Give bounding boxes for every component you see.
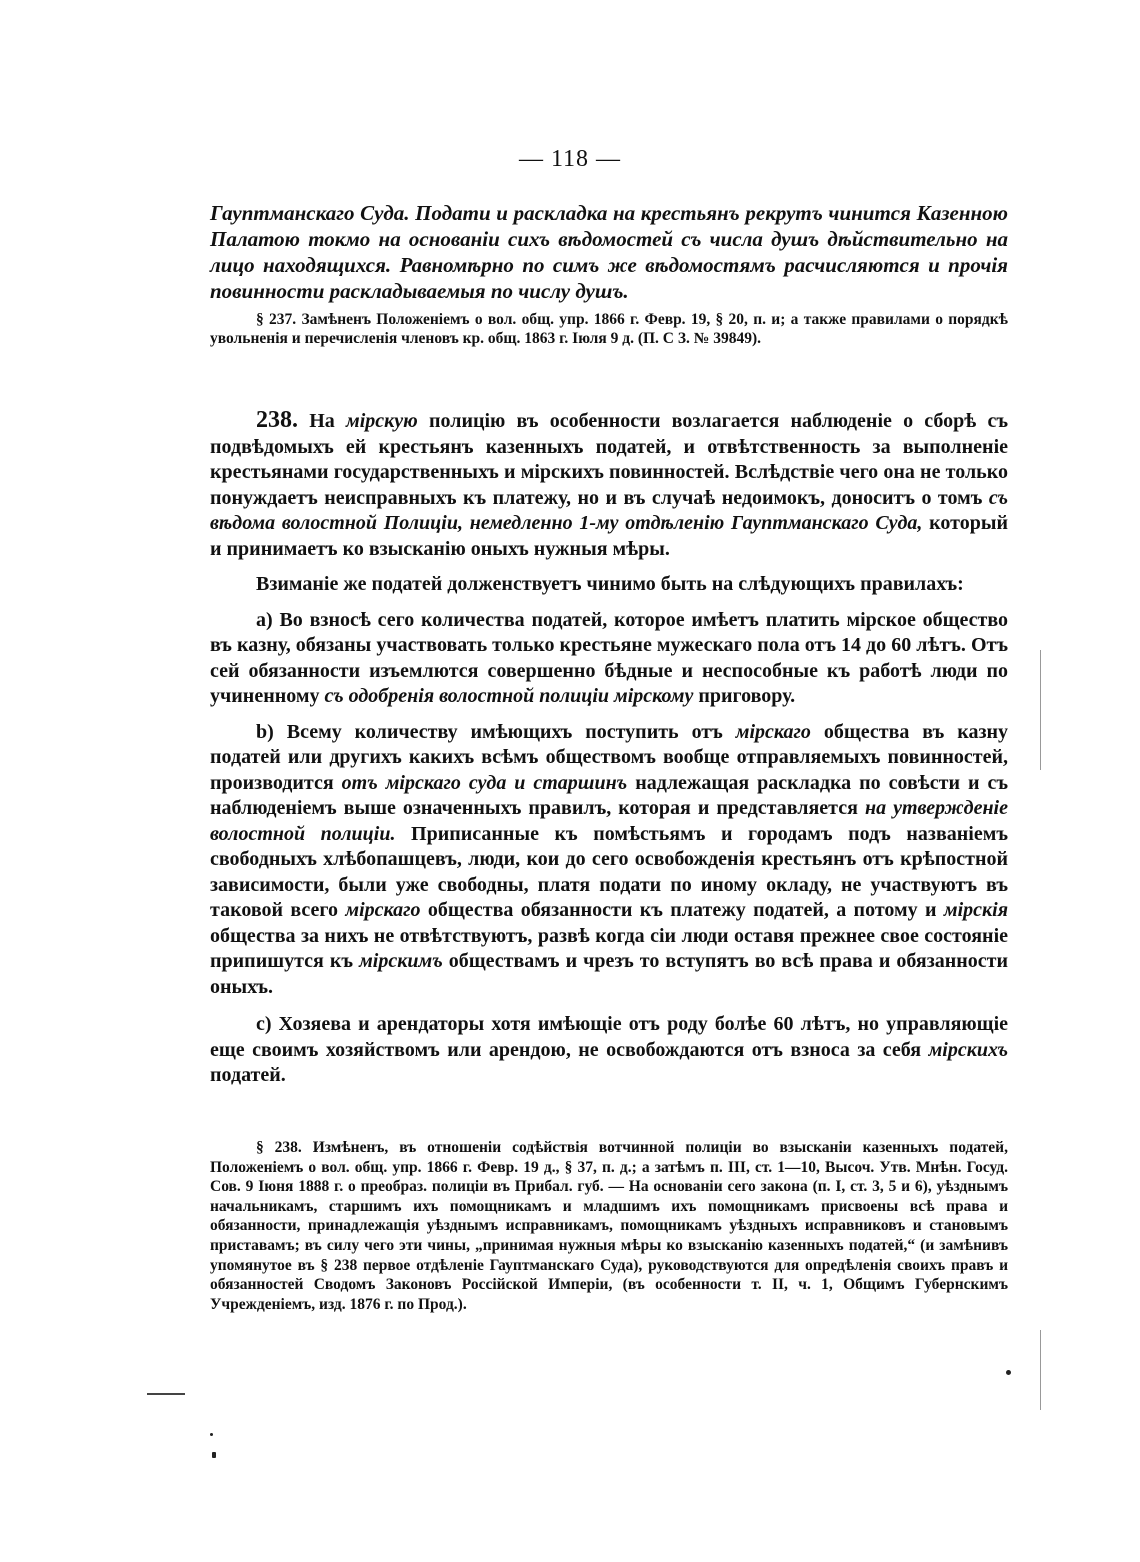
text-run: общества за нихъ не отвѣтствуютъ, развѣ когда сіи люди оставя прежнее свое состояніе припишутся къ bbox=[210, 924, 1008, 972]
italic-run: мірскимъ bbox=[359, 950, 443, 972]
italic-run: отъ мірскаго суда и старшинъ bbox=[341, 771, 628, 794]
text-run: приговору. bbox=[698, 685, 796, 707]
article-238-paragraph-1 bbox=[210, 408, 1008, 562]
article-238 bbox=[210, 408, 1008, 1089]
text-run: c) Хозяева и арендаторы хотя имѣющіе отъ роду болѣе 60 лѣтъ, но управляющіе еще своимъ хозяйствомъ или арендою, не освобождаются отъ взноса за себя bbox=[210, 1013, 1008, 1061]
article-number: 238. bbox=[256, 407, 298, 433]
note-238-text: § 238. Измѣненъ, въ отношеніи содѣйствія вотчинной полиціи во взысканіи казенныхъ податей, Положеніемъ о вол. общ. упр. 1866 г. Февр. 19 д., § 37, п. д.; а затѣмъ п. III, ст. 1—10, Высоч. Утв. Мнѣн. Госуд. Сов. 9 Іюня 1888 г. о преобраз. полиціи въ Прибал. губ. — На основаніи сего закона (п. I, ст. 3, 5 и 6), уѣзднымъ начальникамъ, старшимъ ихъ помощникамъ и младшимъ ихъ помощникамъ присвоены всѣ права и обязанности, принадлежащія уѣзднымъ исправникамъ, помощникамъ уѣздныхъ исправниковъ и становымъ приставамъ; въ силу чего эти чины, „принимая нужныя мѣры ко взысканію казенныхъ податей,“ (и замѣнивъ упомянутое въ § 238 первое отдѣленіе Гауптманскаго Суда), руководствуются для опредѣленія своихъ правъ и обязанностей Сводомъ Законовъ Россійской Имперіи, (въ особенности т. II, ч. 1, Общимъ Губернскимъ Учрежденіемъ, изд. 1876 г. по Прод.). bbox=[210, 1139, 1008, 1313]
text-run: надлежащая раскладка по совѣсти и съ наблюденіемъ выше означенныхъ правилъ, которая и представляется bbox=[210, 771, 1008, 819]
scan-artifact bbox=[1040, 650, 1041, 770]
text-run: податей. bbox=[210, 1064, 286, 1086]
italic-run: мірскую bbox=[346, 410, 418, 432]
text-run: a) Во взносѣ сего количества податей, которое имѣетъ платить мірское общество въ казну, обязаны участвовать только крестьяне мужескаго пола отъ 14 до 60 лѣтъ. Отъ сей обязанности изъемлются совершенно бѣдные и неспособные къ работѣ люди по учиненному bbox=[210, 608, 1008, 707]
article-238-item-b bbox=[210, 720, 1008, 1001]
article-238-item-a bbox=[210, 608, 1008, 710]
scan-artifact bbox=[210, 1433, 213, 1436]
article-238-item-c bbox=[210, 1012, 1008, 1089]
italic-run: мірскаго bbox=[345, 899, 421, 921]
text-run: обществамъ и чрезъ то вступятъ во всѣ права и обязанности оныхъ. bbox=[210, 950, 1009, 998]
italic-run: съ одобренія волостной полиціи мірскому bbox=[324, 685, 694, 707]
note-237 bbox=[210, 310, 1008, 348]
italic-run: съ вѣдома волостной Полиціи, немедленно 1-му отдѣленію Гауптманскаго Суда, bbox=[210, 486, 1009, 534]
italic-run: на утвержденіе волостной полиціи. bbox=[210, 797, 1008, 845]
text-run: общества въ казну податей или другихъ какихъ всѣмъ обществомъ вообще отправляемыхъ повинностей, производится bbox=[210, 720, 1009, 794]
intro-paragraph: Гауптманскаго Суда. Подати и раскладка на крестьянъ рекрутъ чинится Казенною Палатою токмо на основаніи сихъ вѣдомостей съ числа душъ дѣйствительно на лицо находящихся. Равномѣрно по симъ же вѣдомостямъ расчисляются и прочія повинности раскладываемыя по числу душъ. bbox=[210, 201, 1008, 303]
scan-artifact bbox=[147, 1393, 185, 1395]
text-run: Приписанные къ помѣстьямъ и городамъ подъ названіемъ свободныхъ хлѣбопашцевъ, люди, кои до сего освобожденія крестьянъ отъ крѣпостной зависимости, были уже свободны, платя подати по иному окладу, не участвуютъ въ таковой всего bbox=[210, 822, 1008, 921]
italic-run: мірскія bbox=[943, 899, 1009, 921]
article-238-paragraph-2: Взиманіе же податей долженствуетъ чинимо быть на слѣдующихъ правилахъ: bbox=[256, 573, 964, 595]
text-run: b) Всему количеству имѣющихъ поступить отъ bbox=[256, 720, 723, 743]
italic-run: мірскаго bbox=[735, 720, 811, 743]
page-number: — 118 — bbox=[518, 146, 622, 172]
text-run: На bbox=[309, 410, 335, 432]
text-run: общества обязанности къ платежу податей, а потому и bbox=[427, 899, 937, 921]
scan-artifact bbox=[1006, 1370, 1011, 1375]
text-run: который и принимаетъ ко взысканію оныхъ нужныя мѣры. bbox=[210, 512, 1008, 560]
note-238 bbox=[210, 1138, 1008, 1314]
italic-run: мірскихъ bbox=[928, 1038, 1009, 1061]
note-237-text: § 237. Замѣненъ Положеніемъ о вол. общ. упр. 1866 г. Февр. 19, § 20, п. и; а также правилами о порядкѣ увольненія и перечисленія членовъ кр. общ. 1863 г. Іюля 9 д. (П. С З. № 39849). bbox=[210, 311, 1008, 347]
scan-artifact bbox=[1040, 1330, 1041, 1410]
scan-artifact bbox=[212, 1452, 216, 1458]
text-run: полицію въ особенности возлагается наблюденіе о сборѣ съ подвѣдомыхъ ей крестьянъ казенныхъ податей, и отвѣтственность за выполненіе крестьянами государственныхъ и мірскихъ повинностей. Вслѣдствіе чего она не только понуждаетъ неисправныхъ къ платежу, но и въ случаѣ недоимокъ, доноситъ о томъ bbox=[210, 410, 1009, 509]
